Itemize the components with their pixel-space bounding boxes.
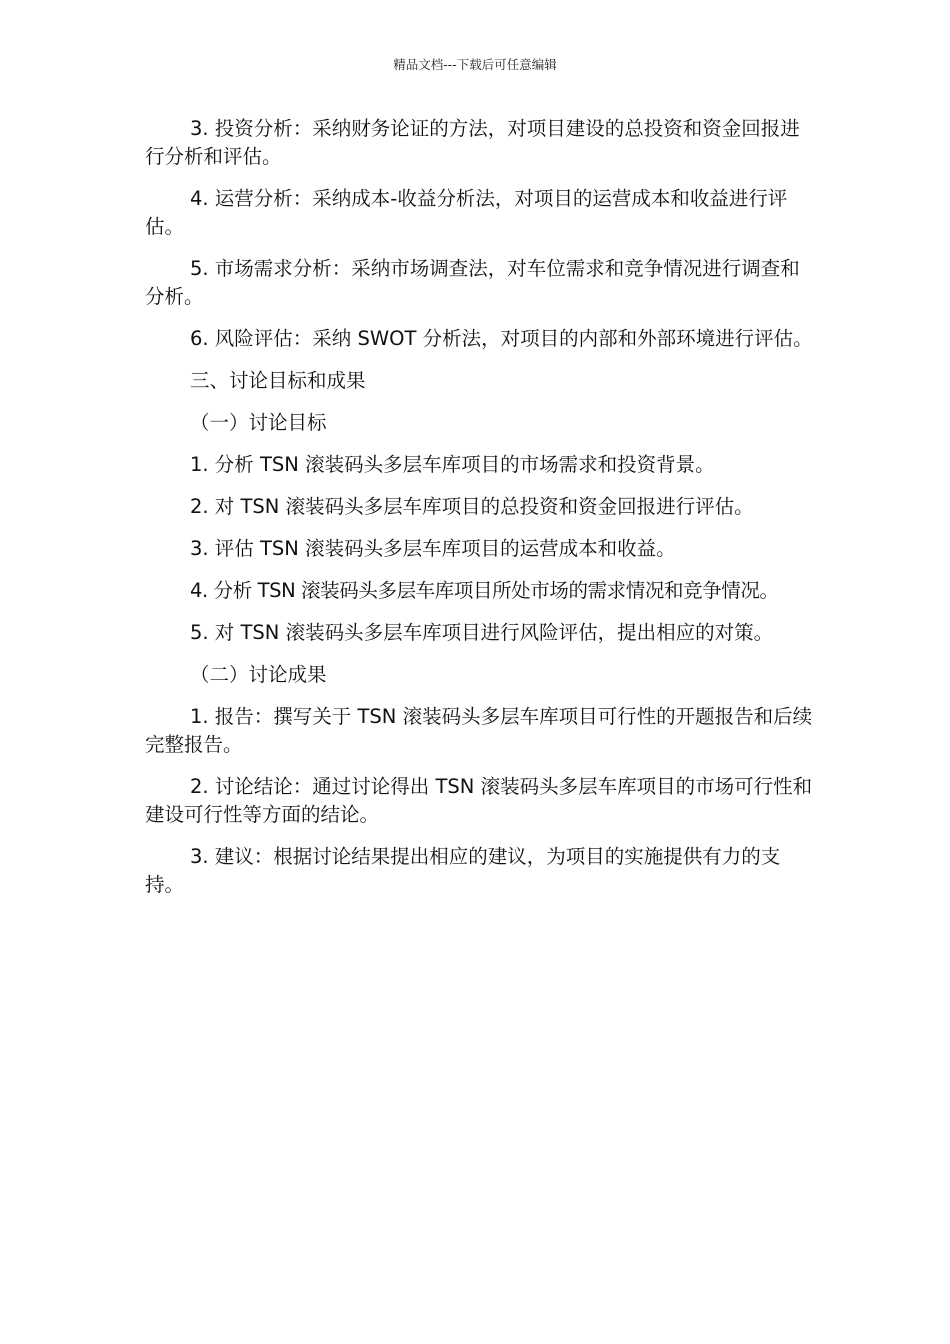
goal-item-1: 1. 分析 TSN 滚装码头多层车库项目的市场需求和投资背景。 [190, 453, 715, 476]
goal-item-4: 4. 分析 TSN 滚装码头多层车库项目所处市场的需求情况和竞争情况。 [190, 579, 779, 602]
document-body [145, 115, 815, 913]
subsection-heading-goals: （一）讨论目标 [190, 411, 327, 434]
paragraph-market-demand-analysis: 5. 市场需求分析：采纳市场调查法，对车位需求和竞争情况进行调查和分析。 [145, 257, 800, 308]
result-item-report: 1. 报告：撰写关于 TSN 滚装码头多层车库项目可行性的开题报告和后续完整报告。 [145, 705, 813, 756]
page-header: 精品文档---下载后可任意编辑 [393, 57, 557, 72]
section-heading-goals-results: 三、讨论目标和成果 [190, 369, 366, 392]
paragraph-risk-assessment: 6. 风险评估：采纳 SWOT 分析法，对项目的内部和外部环境进行评估。 [190, 327, 813, 350]
paragraph-investment-analysis: 3. 投资分析：采纳财务论证的方法，对项目建设的总投资和资金回报进行分析和评估。 [145, 117, 800, 168]
goal-item-5: 5. 对 TSN 滚装码头多层车库项目进行风险评估，提出相应的对策。 [190, 621, 774, 644]
paragraph-operation-analysis: 4. 运营分析：采纳成本-收益分析法，对项目的运营成本和收益进行评估。 [145, 187, 788, 238]
result-item-suggestion: 3. 建议：根据讨论结果提出相应的建议，为项目的实施提供有力的支持。 [145, 845, 781, 896]
result-item-conclusion: 2. 讨论结论：通过讨论得出 TSN 滚装码头多层车库项目的市场可行性和建设可行性等方面的结论。 [145, 775, 813, 826]
subsection-heading-results: （二）讨论成果 [190, 663, 327, 686]
goal-item-3: 3. 评估 TSN 滚装码头多层车库项目的运营成本和收益。 [190, 537, 676, 560]
goal-item-2: 2. 对 TSN 滚装码头多层车库项目的总投资和资金回报进行评估。 [190, 495, 754, 518]
